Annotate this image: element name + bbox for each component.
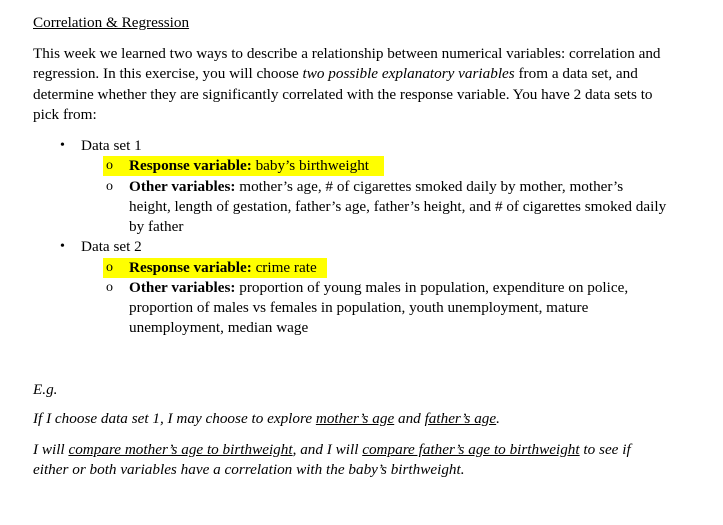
bullet-circle-icon: o: [106, 179, 113, 194]
intro-line-3: determine whether they are significantly correlated with the response variable. You have 2 data sets to: [33, 86, 653, 103]
dataset-1-other-line-1: Other variables: mother’s age, # of cigarettes smoked daily by mother, mother’s: [129, 178, 624, 195]
bullet-circle-icon: o: [106, 158, 113, 173]
intro-line-2: regression. In this exercise, you will choose two possible explanatory variables from a data set, and: [33, 65, 638, 82]
page-title: Correlation & Regression: [33, 14, 190, 31]
example-line-2: I will compare mother’s age to birthweight, and I will compare father’s age to birthweight to see if: [33, 441, 631, 458]
example-line-3: either or both variables have a correlation with the baby’s birthweight.: [33, 461, 465, 478]
dataset-1-other-line-3: by father: [129, 218, 184, 235]
dataset-2-name: Data set 2: [81, 238, 142, 255]
intro-line-4: pick from:: [33, 106, 97, 123]
example-heading: E.g.: [33, 381, 58, 398]
example-line-1: If I choose data set 1, I may choose to explore mother’s age and father’s age.: [33, 410, 500, 427]
bullet-disc-icon: •: [60, 239, 65, 254]
dataset-1-name: Data set 1: [81, 137, 142, 154]
dataset-1-response: Response variable: baby’s birthweight: [129, 157, 370, 174]
dataset-2-other-line-2: proportion of males vs females in population, youth unemployment, mature: [129, 299, 589, 316]
emphasis-text: two possible explanatory variables: [302, 65, 515, 82]
bullet-circle-icon: o: [106, 260, 113, 275]
dataset-2-other-line-1: Other variables: proportion of young males in population, expenditure on police,: [129, 279, 629, 296]
dataset-1-other-line-2: height, length of gestation, father’s age, father’s height, and # of cigarettes smoked daily: [129, 198, 667, 215]
bullet-circle-icon: o: [106, 280, 113, 295]
intro-line-1: This week we learned two ways to describe a relationship between numerical variables: correlation and: [33, 45, 661, 62]
bullet-disc-icon: •: [60, 138, 65, 153]
dataset-2-other-line-3: unemployment, median wage: [129, 319, 309, 336]
dataset-2-response: Response variable: crime rate: [129, 259, 317, 276]
